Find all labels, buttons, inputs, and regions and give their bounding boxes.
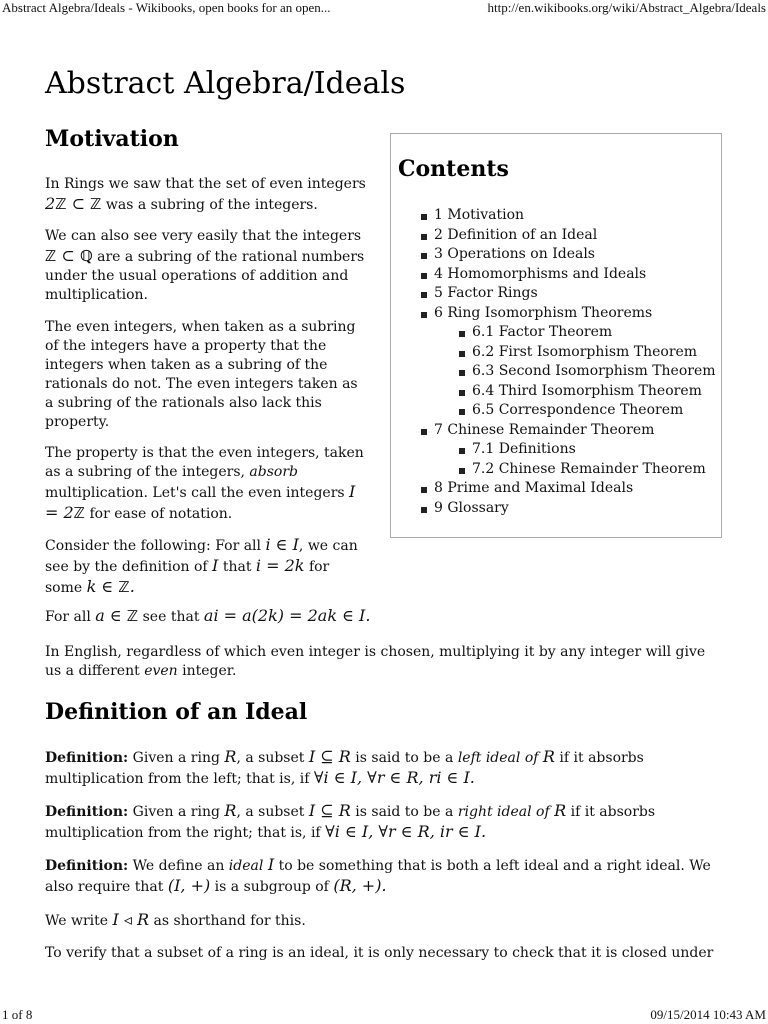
paragraph-absorb: The property is that the even integers, taken as a subring of the integers, absorb multiplication. Let's call the even integers I = 2ℤ for ease of notation.	[45, 445, 364, 522]
toc-item[interactable]: 7.1 Definitions	[458, 440, 716, 460]
math-i-equals-2z: I = 2ℤ	[45, 482, 356, 522]
toc-item[interactable]: 7 Chinese Remainder Theorem	[420, 421, 716, 441]
toc-item[interactable]: 6.1 Factor Theorem	[458, 323, 716, 343]
heading-definition-of-an-ideal: Definition of an Ideal	[45, 699, 308, 725]
toc-item[interactable]: 6.5 Correspondence Theorem	[458, 401, 716, 421]
toc-item[interactable]: 9 Glossary	[420, 499, 716, 519]
toc-item[interactable]: 6.4 Third Isomorphism Theorem	[458, 382, 716, 402]
toc-item[interactable]: 1 Motivation	[420, 206, 716, 226]
toc-item[interactable]: 2 Definition of an Ideal	[420, 226, 716, 246]
paragraph-shorthand: We write I ◃ R as shorthand for this.	[45, 910, 306, 929]
paragraph-verify: To verify that a subset of a ring is an ideal, it is only necessary to check that it is closed under	[45, 945, 714, 961]
toc-item[interactable]: 3 Operations on Ideals	[420, 245, 716, 265]
math-2z-subset-z: 2ℤ ⊂ ℤ	[45, 194, 102, 213]
definition-right-ideal: Definition: Given a ring R, a subset I ⊆ R is said to be a right ideal of R if it absorbs multiplication from the right; that is, if ∀i ∈ I, ∀r ∈ R, ir ∈ I.	[45, 801, 656, 841]
toc-item[interactable]: 7.2 Chinese Remainder Theorem	[458, 460, 716, 480]
print-timestamp: 09/15/2014 10:43 AM	[650, 1007, 766, 1022]
toc-item[interactable]: 8 Prime and Maximal Ideals	[420, 479, 716, 499]
toc-list	[420, 206, 716, 518]
paragraph-integers-rationals: We can also see very easily that the integers ℤ ⊂ ℚ are a subring of the rational numbers under the usual operations of addition and multiplication.	[45, 228, 365, 303]
heading-motivation: Motivation	[45, 126, 179, 152]
toc-item[interactable]: 6.3 Second Isomorphism Theorem	[458, 362, 716, 382]
paragraph-consider: Consider the following: For all i ∈ I, we can see by the definition of I that i = 2k for some k ∈ ℤ.	[45, 535, 358, 596]
paragraph-property: The even integers, when taken as a subring of the integers have a property that the integers when taken as a subring of the rationals do not. The even integers taken as a subring of the rationals also lack this property.	[45, 319, 358, 430]
paragraph-for-all-a: For all a ∈ ℤ see that ai = a(2k) = 2ak ∈ I.	[45, 606, 371, 625]
page-url[interactable]: http://en.wikibooks.org/wiki/Abstract_Algebra/Ideals	[487, 0, 766, 15]
toc-item[interactable]: 6 Ring Isomorphism Theorems	[420, 304, 716, 324]
definition-ideal: Definition: We define an ideal I to be something that is both a left ideal and a right ideal. We also require that (I, +) is a subgroup of (R, +).	[45, 855, 711, 895]
definition-left-ideal: Definition: Given a ring R, a subset I ⊆ R is said to be a left ideal of R if it absorbs multiplication from the left; that is, if ∀i ∈ I, ∀r ∈ R, ri ∈ I.	[45, 747, 644, 787]
toc-item[interactable]: 6.2 First Isomorphism Theorem	[458, 343, 716, 363]
toc-item[interactable]: 4 Homomorphisms and Ideals	[420, 265, 716, 285]
paragraph-even-integers: In Rings we saw that the set of even integers 2ℤ ⊂ ℤ was a subring of the integers.	[45, 176, 366, 213]
toc-title: Contents	[398, 156, 509, 182]
page-title: Abstract Algebra/Ideals	[45, 66, 406, 101]
paragraph-in-english: In English, regardless of which even integer is chosen, multiplying it by any integer will give us a different even integer.	[45, 644, 706, 679]
math-z-subset-q: ℤ ⊂ ℚ	[45, 246, 93, 265]
table-of-contents	[390, 133, 722, 538]
page-counter: 1 of 8	[2, 1007, 33, 1022]
browser-page-title: Abstract Algebra/Ideals - Wikibooks, open books for an open...	[2, 0, 331, 15]
toc-item[interactable]: 5 Factor Rings	[420, 284, 716, 304]
